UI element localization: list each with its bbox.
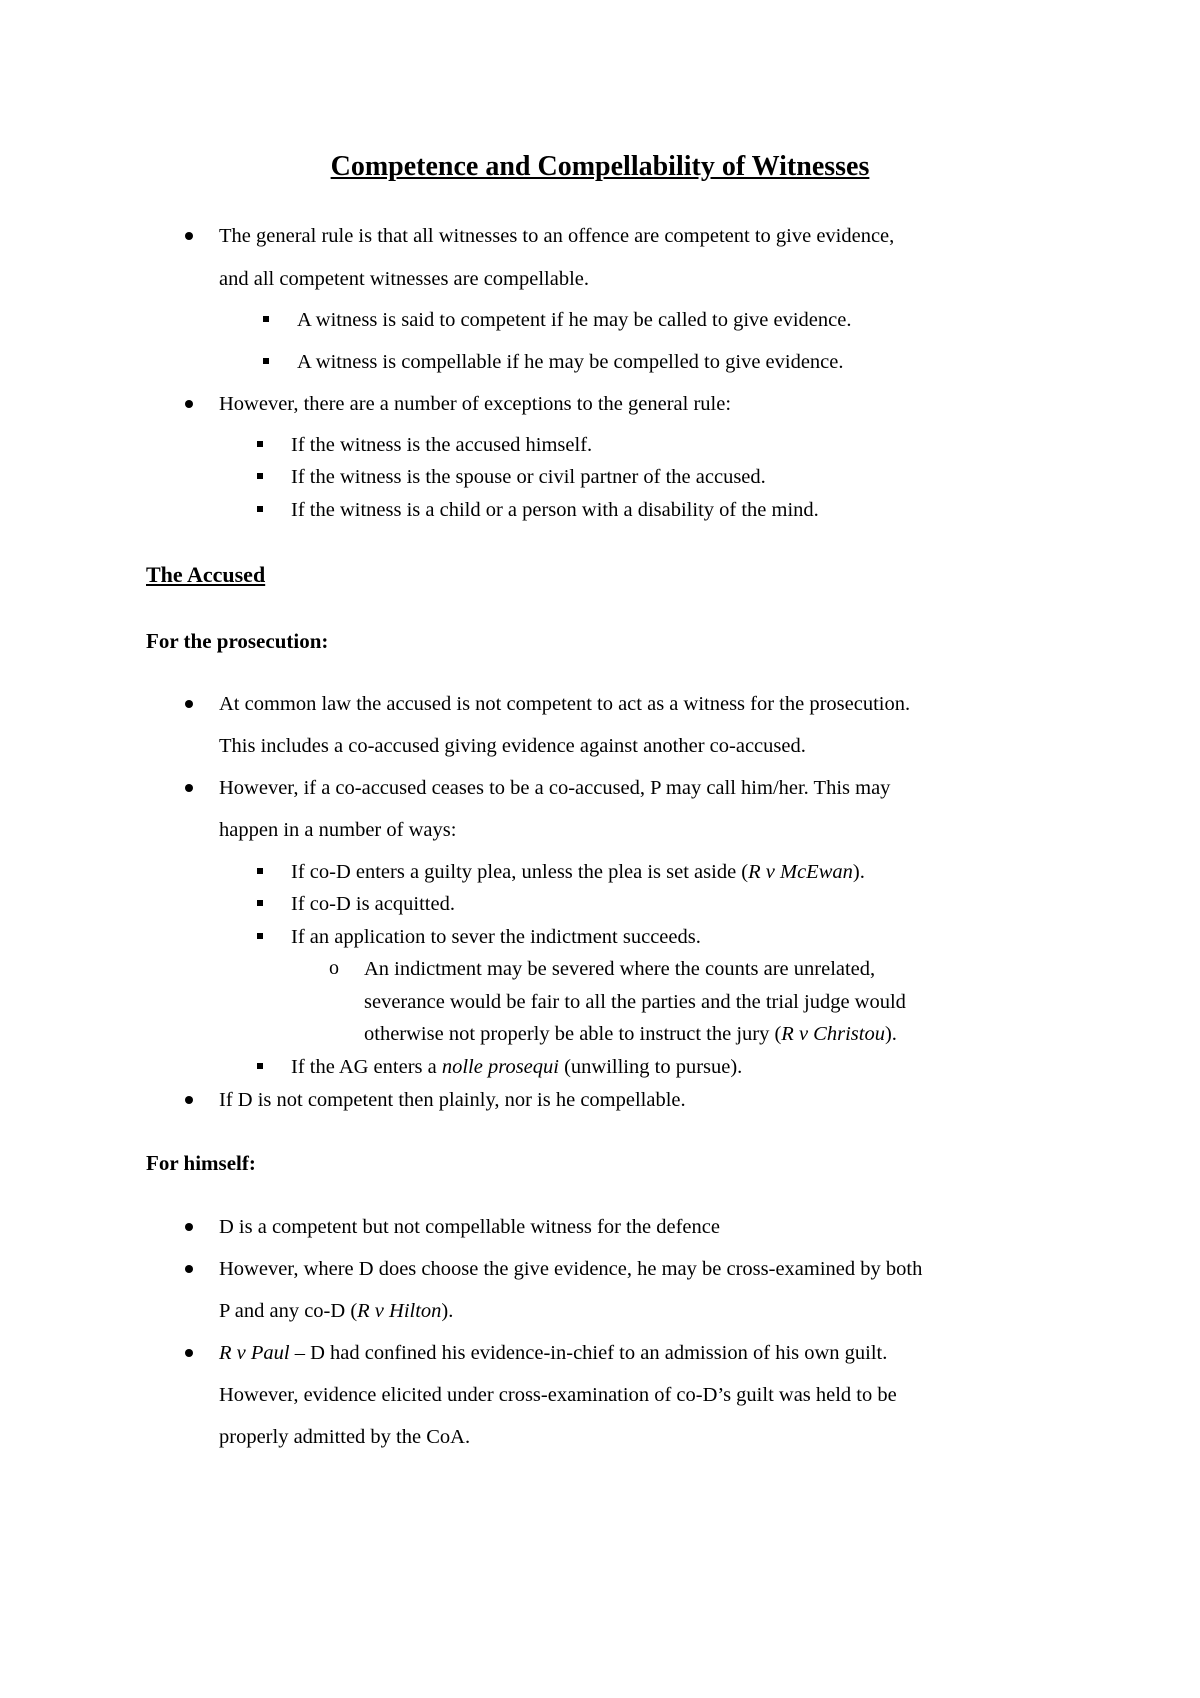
cross-examined-text-line2	[219, 1298, 453, 1324]
way-guilty-plea	[291, 859, 865, 885]
compellable-definition: A witness is compellable if he may be compelled to give evidence.	[297, 351, 844, 373]
competent-definition: A witness is said to competent if he may be called to give evidence.	[297, 309, 852, 331]
general-rule-text-line2: and all competent witnesses are compellable.	[219, 268, 590, 290]
square-bullet-icon	[263, 316, 269, 322]
paul-text-line1	[219, 1340, 887, 1366]
case-name: R v Hilton	[357, 1300, 442, 1322]
square-bullet-icon	[257, 868, 263, 874]
way-acquitted: If co-D is acquitted.	[291, 893, 455, 915]
bullet-icon	[185, 1223, 193, 1231]
prosecution-text-line2: This includes a co-accused giving evidence against another co-accused.	[219, 735, 806, 757]
nolle-text-pre: If the AG enters a	[291, 1056, 442, 1078]
way-guilty-plea-close: ).	[852, 861, 865, 883]
case-name: R v Christou	[781, 1023, 885, 1045]
severance-text-line2: severance would be fair to all the parties and the trial judge would	[364, 991, 906, 1013]
cross-examined-line2-close: ).	[441, 1300, 454, 1322]
severance-text-line1: An indictment may be severed where the counts are unrelated,	[364, 958, 876, 980]
prosecution-text-line1: At common law the accused is not competent to act as a witness for the prosecution.	[219, 693, 911, 715]
severance-text-line3-main: otherwise not properly be able to instruct the jury (	[364, 1023, 782, 1045]
exception-item: If the witness is a child or a person with a disability of the mind.	[291, 499, 819, 521]
paul-text-line3: properly admitted by the CoA.	[219, 1426, 471, 1448]
case-name: R v Paul	[219, 1342, 290, 1364]
nolle-text-post: (unwilling to pursue).	[558, 1056, 743, 1078]
bullet-icon	[185, 784, 193, 792]
way-guilty-plea-text: If co-D enters a guilty plea, unless the plea is set aside (	[291, 861, 749, 883]
document-title: Competence and Compellability of Witnesses	[330, 151, 870, 182]
bullet-icon	[185, 1349, 193, 1357]
general-rule-text-line1: The general rule is that all witnesses to an offence are competent to give evidence,	[219, 225, 895, 247]
subheading-prosecution: For the prosecution:	[146, 629, 329, 653]
subheading-himself: For himself:	[146, 1151, 256, 1175]
square-bullet-icon	[257, 441, 263, 447]
case-name: R v McEwan	[748, 861, 853, 883]
bullet-icon	[185, 700, 193, 708]
exceptions-intro: However, there are a number of exceptions to the general rule:	[219, 393, 732, 415]
severance-text-line3	[364, 1021, 897, 1047]
section-heading-accused: The Accused	[146, 562, 266, 587]
co-accused-text-line1: However, if a co-accused ceases to be a co-accused, P may call him/her. This may	[219, 777, 891, 799]
paul-text-line1-main: – D had confined his evidence-in-chief to an admission of his own guilt.	[289, 1342, 888, 1364]
latin-term: nolle prosequi	[441, 1056, 559, 1078]
exception-item: If the witness is the spouse or civil partner of the accused.	[291, 466, 766, 488]
square-bullet-icon	[257, 1063, 263, 1069]
bullet-icon	[185, 1096, 193, 1104]
paul-text-line2: However, evidence elicited under cross-examination of co-D’s guilt was held to be	[219, 1384, 897, 1406]
square-bullet-icon	[257, 473, 263, 479]
not-compellable-text: If D is not competent then plainly, nor is he compellable.	[219, 1089, 686, 1111]
defence-witness-text: D is a competent but not compellable witness for the defence	[219, 1216, 720, 1238]
way-sever: If an application to sever the indictment succeeds.	[291, 926, 701, 948]
way-nolle-prosequi	[291, 1054, 742, 1080]
square-bullet-icon	[263, 358, 269, 364]
bullet-icon	[185, 400, 193, 408]
circle-bullet-icon: o	[329, 957, 339, 979]
square-bullet-icon	[257, 506, 263, 512]
co-accused-text-line2: happen in a number of ways:	[219, 819, 457, 841]
square-bullet-icon	[257, 900, 263, 906]
cross-examined-line2-main: P and any co-D (	[219, 1300, 358, 1322]
square-bullet-icon	[257, 933, 263, 939]
exception-item: If the witness is the accused himself.	[291, 434, 593, 456]
bullet-icon	[185, 1265, 193, 1273]
severance-text-line3-close: ).	[884, 1023, 897, 1045]
bullet-icon	[185, 232, 193, 240]
cross-examined-text-line1: However, where D does choose the give evidence, he may be cross-examined by both	[219, 1258, 923, 1280]
